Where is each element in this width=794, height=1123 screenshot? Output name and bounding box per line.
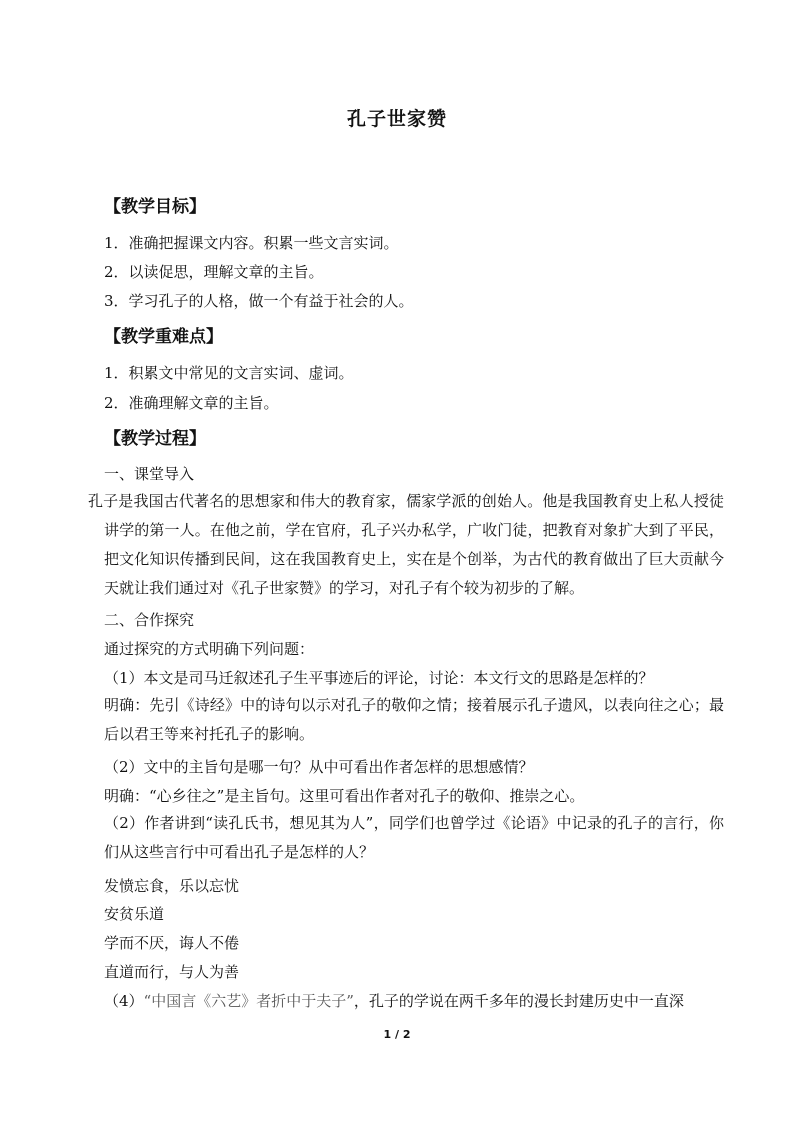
key-points-heading: 【教学重难点】 bbox=[104, 327, 223, 347]
question-3: （2）作者讲到“读孔氏书，想见其为人”，同学们也曾学过《论语》中记录的孔子的言行，你们从这些言行中可看出孔子是怎样的人？ bbox=[104, 814, 724, 861]
goal-item-2: 2．以读促思，理解文章的主旨。 bbox=[104, 263, 324, 281]
process-heading: 【教学过程】 bbox=[104, 429, 206, 449]
part1-paragraph: 孔子是我国古代著名的思想家和伟大的教育家，儒家学派的创始人。他是我国教育史上私人授徒讲学的第一人。在他之前，学在官府，孔子兴办私学，广收门徒，把教育对象扩大到了平民，把文化知识传播到民间，这在我国教育史上，实在是个创举，为古代的教育做出了巨大贡献今天就让我们通过对《孔子世家赞》的学习，对孔子有个较为初步的了解。 bbox=[88, 492, 724, 597]
page-number: 1 / 2 bbox=[383, 1028, 411, 1041]
question-2: （2）文中的主旨句是哪一句？从中可看出作者怎样的思想感情？ bbox=[104, 758, 534, 776]
part2-intro: 通过探究的方式明确下列问题： bbox=[104, 640, 315, 658]
part2-title: 二、合作探究 bbox=[104, 611, 195, 629]
trait-item-1: 发愤忘食，乐以忘忧 bbox=[104, 877, 240, 895]
page-title: 孔子世家赞 bbox=[346, 108, 447, 130]
goal-item-1: 1．准确把握课文内容。积累一些文言实词。 bbox=[104, 234, 399, 252]
answer-1: 明确：先引《诗经》中的诗句以示对孔子的敬仰之情；接着展示孔子遗风，以表向往之心；最后以君王等来衬托孔子的影响。 bbox=[104, 696, 724, 743]
key-point-item-2: 2．准确理解文章的主旨。 bbox=[104, 394, 279, 412]
goal-item-3: 3．学习孔子的人格，做一个有益于社会的人。 bbox=[104, 292, 414, 310]
key-point-item-1: 1．积累文中常见的文言实词、虚词。 bbox=[104, 364, 354, 382]
trait-item-2: 安贫乐道 bbox=[104, 905, 165, 923]
goals-heading: 【教学目标】 bbox=[104, 197, 206, 217]
question-1: （1）本文是司马迁叙述孔子生平事迹后的评论，讨论：本文行文的思路是怎样的？ bbox=[104, 669, 654, 687]
part1-title: 一、课堂导入 bbox=[104, 465, 195, 483]
question-4-rest: ，孔子的学说在两千多年的漫长封建历史中一直深 bbox=[353, 992, 684, 1010]
question-4 bbox=[104, 991, 684, 1011]
trait-item-3: 学而不厌，诲人不倦 bbox=[104, 934, 240, 952]
question-4-quote: “中国言《六艺》者折中于夫子” bbox=[143, 992, 354, 1010]
answer-2: 明确：“心乡往之”是主旨句。这里可看出作者对孔子的敬仰、推崇之心。 bbox=[104, 787, 585, 805]
question-4-prefix: （4） bbox=[104, 992, 144, 1010]
trait-item-4: 直道而行，与人为善 bbox=[104, 963, 240, 981]
